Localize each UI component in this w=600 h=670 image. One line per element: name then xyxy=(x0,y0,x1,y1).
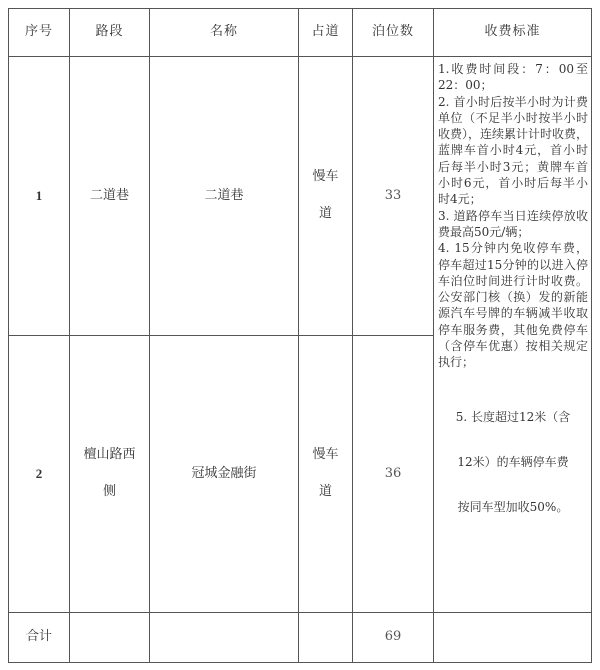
header-index: 序号 xyxy=(24,24,53,40)
row1-spaces: 33 xyxy=(384,187,402,203)
row2-lane-line2: 道 xyxy=(318,484,332,499)
fee-rule-4: 4. 15分钟内免收停车费，停车超过15分钟的以进入停车泊位时间进行计时收费。公安部门核（换）发的新能源汽车号牌的车辆减半收取停车服务费，其他免费停车（含停车优惠）按相关规定执行； xyxy=(438,241,588,370)
header-road: 路段 xyxy=(95,24,124,40)
row1-lane-line1: 慢车 xyxy=(312,169,339,185)
table-border-bottom xyxy=(8,662,592,663)
fee-rule-5-line3: 按同车型加收50%。 xyxy=(457,499,569,514)
header-standard: 收费标准 xyxy=(484,24,541,40)
row2-road xyxy=(70,336,149,612)
fee-standard-text xyxy=(438,61,588,542)
row1-index: 1 xyxy=(35,187,43,203)
row2-name: 冠城金融街 xyxy=(191,465,257,481)
table-border-right xyxy=(591,8,592,663)
row1-name: 二道巷 xyxy=(204,187,244,203)
header-spaces: 泊位数 xyxy=(371,24,414,40)
total-divider xyxy=(8,612,592,613)
total-spaces: 69 xyxy=(384,629,402,645)
header-name: 名称 xyxy=(209,24,238,40)
row2-road-line2: 侧 xyxy=(102,484,116,499)
row2-lane-line1: 慢车 xyxy=(312,447,339,463)
row2-road-line1: 檀山路西 xyxy=(83,447,136,463)
col-divider xyxy=(433,8,434,663)
fee-rule-5 xyxy=(438,407,588,518)
row2-index: 2 xyxy=(35,465,43,481)
row2-lane xyxy=(299,336,352,612)
total-label: 合计 xyxy=(25,629,52,645)
fee-rule-5-line1: 5. 长度超过12米（含 xyxy=(455,409,571,424)
row1-lane-line2: 道 xyxy=(318,206,332,221)
row1-lane xyxy=(299,57,352,335)
fee-rule-3: 3. 道路停车当日连续停放收费最高50元/辆； xyxy=(438,208,588,239)
fee-rule-2: 2. 首小时后按半小时为计费单位（不足半小时按半小时收费），连续累计计时收费，蓝牌车首小时4元，首小时后每半小时3元；黄牌车首小时6元，首小时后每半小时4元； xyxy=(438,94,589,207)
fee-rule-5-line2: 12米）的车辆停车费 xyxy=(457,454,569,469)
fee-rule-1: 1.收费时间段：7：00至22：00； xyxy=(438,62,588,93)
header-lane: 占道 xyxy=(311,24,340,40)
row1-road: 二道巷 xyxy=(89,187,129,203)
row2-spaces: 36 xyxy=(384,465,402,481)
